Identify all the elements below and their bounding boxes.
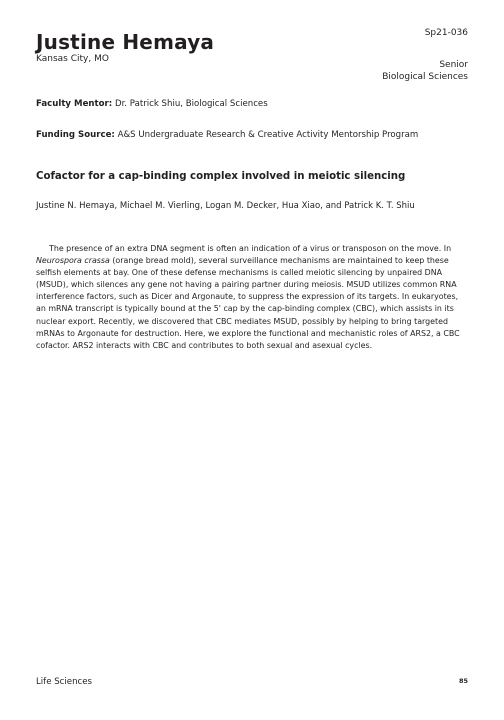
footer-section: Life Sciences [36, 677, 93, 687]
faculty-mentor-label: Faculty Mentor: [36, 99, 113, 109]
abstract-text-part-1: The presence of an extra DNA segment is often an indication of a virus or transposon on the move. In [49, 244, 452, 253]
funding-source [36, 129, 468, 141]
department: Biological Sciences [382, 72, 468, 82]
faculty-mentor [36, 98, 468, 110]
abstract-text-part-2: (orange bread mold), several surveillance mechanisms are maintained to keep these selfish elements at bay. One of these defense mechanisms is called meiotic silencing by unpaired DNA (MSUD), which silences any gene not having a pairing partner during meiosis. MSUD utilizes common RNA interference factors, such as Dicer and Argonaute, to suppress the expression of its targets. In eukaryotes, an mRNA transcript is typically bound at the 5' cap by the cap-binding complex (CBC), which assists in its nuclear export. Recently, we discovered that CBC mediates MSUD, possibly by helping to bring targeted mRNAs to Argonaute for destruction. Here, we explore the functional and mechanistic roles of ARS2, a CBC cofactor. ARS2 interacts with CBC and contributes to both sexual and asexual cycles. [36, 256, 460, 350]
abstract-title: Cofactor for a cap-binding complex involved in meiotic silencing [36, 171, 406, 182]
student-location: Kansas City, MO [36, 54, 109, 64]
funding-source-label: Funding Source: [36, 130, 115, 140]
faculty-mentor-value: Dr. Patrick Shiu, Biological Sciences [112, 99, 268, 109]
page-number: 85 [458, 677, 468, 685]
author-list: Justine N. Hemaya, Michael M. Vierling, Logan M. Decker, Hua Xiao, and Patrick K. T. Shiu [36, 201, 415, 211]
organism-name: Neurospora crassa [36, 256, 110, 266]
abstract-body [36, 243, 468, 352]
student-name: Justine Hemaya [36, 30, 215, 54]
funding-source-value: A&S Undergraduate Research & Creative Activity Mentorship Program [114, 130, 419, 140]
abstract-code: Sp21-036 [424, 28, 468, 38]
class-year: Senior [439, 60, 468, 70]
